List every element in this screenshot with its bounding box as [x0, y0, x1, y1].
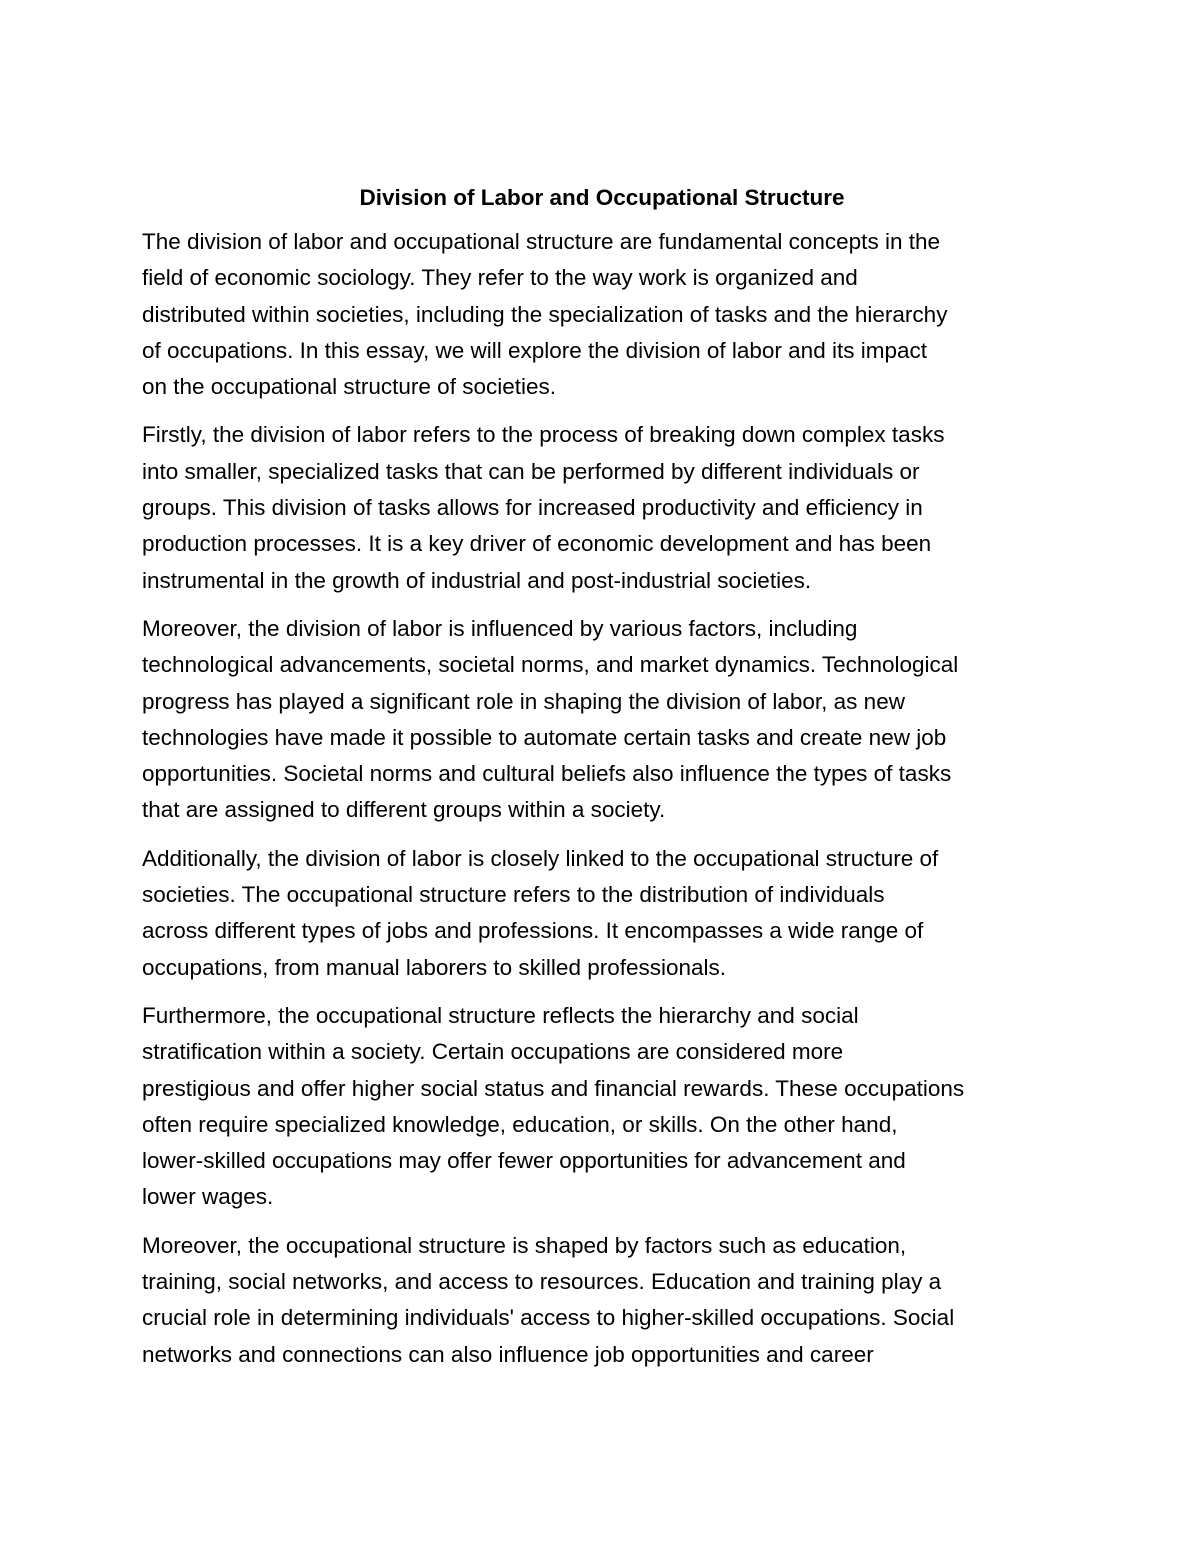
text-line: crucial role in determining individuals' access to higher-skilled occupations. Social	[142, 1305, 955, 1331]
text-line: field of economic sociology. They refer to the way work is organized and	[142, 265, 858, 291]
document-body	[142, 180, 1062, 1385]
text-line: Additionally, the division of labor is closely linked to the occupational structure of	[142, 845, 939, 871]
text-line: progress has played a significant role in shaping the division of labor, as new	[142, 688, 905, 714]
text-line: lower wages.	[142, 1184, 274, 1210]
text-line: The division of labor and occupational structure are fundamental concepts in the	[142, 229, 940, 254]
text-line: technological advancements, societal norms, and market dynamics. Technological	[142, 652, 959, 678]
text-line: lower-skilled occupations may offer fewer opportunities for advancement and	[142, 1148, 906, 1174]
text-line: Moreover, the division of labor is influenced by various factors, including	[142, 615, 858, 641]
text-line: training, social networks, and access to resources. Education and training play a	[142, 1269, 942, 1295]
text-line: often require specialized knowledge, education, or skills. On the other hand,	[142, 1111, 898, 1137]
document-title: Division of Labor and Occupational Structure	[359, 185, 845, 210]
paragraph	[142, 998, 1062, 1216]
text-line: networks and connections can also influence job opportunities and career	[142, 1341, 874, 1367]
paragraph	[142, 417, 1062, 598]
paragraph	[142, 611, 1062, 829]
text-line: across different types of jobs and professions. It encompasses a wide range of	[142, 918, 924, 944]
text-line: production processes. It is a key driver of economic development and has been	[142, 531, 932, 557]
text-line: technologies have made it possible to automate certain tasks and create new job	[142, 724, 947, 750]
text-line: Firstly, the division of labor refers to the process of breaking down complex tasks	[142, 422, 945, 448]
text-line: that are assigned to different groups within a society.	[142, 797, 666, 823]
text-line: into smaller, specialized tasks that can be performed by different individuals or	[142, 458, 920, 484]
text-line: on the occupational structure of societies.	[142, 374, 556, 400]
text-line: opportunities. Societal norms and cultural beliefs also influence the types of tasks	[142, 761, 952, 787]
text-line: prestigious and offer higher social status and financial rewards. These occupations	[142, 1075, 965, 1101]
text-line: Moreover, the occupational structure is shaped by factors such as education,	[142, 1232, 907, 1258]
text-line: societies. The occupational structure refers to the distribution of individuals	[142, 882, 885, 908]
text-line: groups. This division of tasks allows for increased productivity and efficiency in	[142, 495, 923, 521]
paragraph	[142, 841, 1062, 986]
text-line: distributed within societies, including the specialization of tasks and the hierarchy	[142, 301, 948, 327]
text-line: instrumental in the growth of industrial and post-industrial societies.	[142, 567, 812, 593]
text-line: of occupations. In this essay, we will explore the division of labor and its impact	[142, 337, 927, 363]
paragraph	[142, 1228, 1062, 1373]
text-line: occupations, from manual laborers to skilled professionals.	[142, 954, 727, 980]
text-line: stratification within a society. Certain occupations are considered more	[142, 1039, 844, 1065]
text-line: Furthermore, the occupational structure reflects the hierarchy and social	[142, 1002, 859, 1028]
paragraph	[142, 224, 1062, 405]
